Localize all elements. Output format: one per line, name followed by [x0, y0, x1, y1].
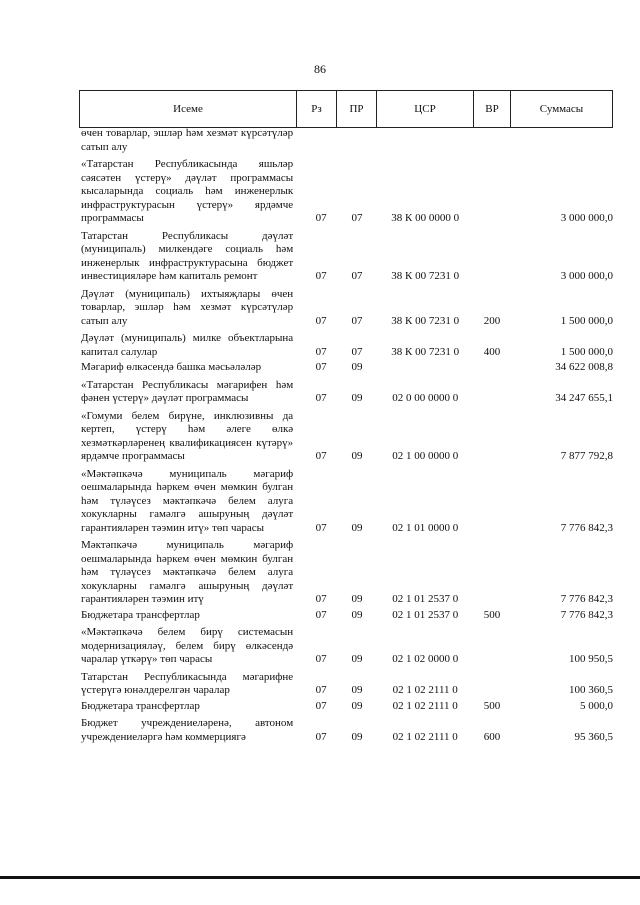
table-row — [79, 626, 613, 667]
row-name: «Мәктәпкәчә белем бирү системасын модернизацияләү, белем бирү өлкәсендә чаралар үткәрү» төп чарасы — [81, 626, 294, 665]
row-name: Мәктәпкәчә муниципаль мәгариф оешмаларында һәркем өчен мөмкин булган һәм түләүсез мәктәпкәчә белем алуга хокукларны гамәлгә ашыруның дәүләт гарантияләрен тәэмин итү — [81, 539, 294, 605]
header-csr: ЦСР — [377, 91, 474, 127]
table-row — [79, 379, 613, 406]
header-rz: Рз — [297, 91, 337, 127]
table-row — [79, 717, 613, 744]
row-rz: 07 — [315, 699, 327, 712]
row-pr: 07 — [351, 212, 363, 224]
row-sum: 5 000,0 — [580, 699, 613, 712]
row-csr: 02 1 02 2111 0 — [392, 684, 458, 696]
budget-table — [79, 90, 613, 744]
table-row — [79, 700, 613, 714]
row-csr: 02 0 00 0000 0 — [392, 392, 459, 404]
row-pr: 09 — [351, 730, 363, 743]
row-sum: 7 776 842,3 — [560, 593, 613, 605]
header-sum: Суммасы — [539, 103, 584, 115]
row-csr: 02 1 02 2111 0 — [392, 730, 458, 743]
row-rz: 07 — [315, 730, 327, 743]
table-row — [79, 230, 613, 284]
row-sum: 1 500 000,0 — [560, 345, 613, 358]
row-vr: 500 — [483, 699, 501, 712]
row-csr: 02 1 00 0000 0 — [392, 450, 459, 462]
row-pr: 09 — [351, 608, 363, 621]
table-row — [79, 127, 613, 154]
row-name: «Мәктәпкәчә муниципаль мәгариф оешмаларында һәркем өчен мөмкин булган һәм түләүсез мәктәпкәчә белем алуга хокукларны гамәлгә ашыруның дәүләт гарантияләрен тәэмин итү» төп чарасы — [81, 467, 294, 534]
row-csr: 02 1 02 2111 0 — [392, 699, 458, 712]
table-row — [79, 361, 613, 375]
row-pr: 09 — [351, 593, 363, 605]
row-csr: 02 1 01 2537 0 — [392, 593, 459, 605]
row-rz: 07 — [315, 450, 327, 462]
row-vr: 600 — [483, 730, 501, 743]
header-name: Исеме — [80, 91, 297, 127]
page-number: 86 — [314, 62, 326, 76]
row-name: Дәүләт (муниципаль) ихтыяҗлары өчен товарлар, эшләр һәм хезмәт күрсәтүләр сатып алу — [81, 287, 294, 327]
row-rz: 07 — [315, 270, 327, 282]
row-pr: 09 — [351, 653, 363, 665]
row-csr: 38 К 00 7231 0 — [391, 314, 460, 327]
table-row — [79, 288, 613, 329]
row-rz: 07 — [315, 212, 327, 224]
row-name: «Татарстан Республикасында яшьләр сәясәтен үстерү» дәүләт программасы кысаларында социаль һәм инженерлык инфраструктурасын үстерү» ярдәмче программасы — [81, 158, 294, 224]
row-name: Бюджетара трансфертлар — [81, 608, 200, 621]
row-sum: 3 000 000,0 — [560, 270, 613, 282]
row-vr: 400 — [483, 345, 501, 358]
row-sum: 100 360,5 — [569, 684, 613, 696]
row-sum: 34 622 008,8 — [555, 361, 613, 373]
row-rz: 07 — [315, 684, 327, 696]
row-pr: 09 — [351, 699, 363, 712]
row-rz: 07 — [315, 521, 327, 534]
row-pr: 09 — [351, 521, 363, 534]
row-name: Дәүләт (муниципаль) милке объектларына капитал салулар — [81, 332, 294, 358]
row-name: Бюджетара трансфертлар — [81, 699, 200, 712]
header-pr: ПР — [337, 91, 377, 127]
row-sum: 100 950,5 — [569, 653, 613, 665]
row-rz: 07 — [315, 361, 327, 373]
row-csr: 38 К 00 7231 0 — [391, 270, 460, 282]
row-sum: 7 877 792,8 — [560, 450, 613, 462]
row-pr: 09 — [351, 392, 363, 404]
row-rz: 07 — [315, 345, 327, 358]
row-name: Мәгариф өлкәсендә башка мәсьәләләр — [81, 361, 262, 373]
row-rz: 07 — [315, 593, 327, 605]
row-csr: 02 1 01 0000 0 — [392, 521, 459, 534]
row-name: Бюджет учреждениеләренә, автоном учреждениеләргә һәм коммерциягә — [81, 717, 294, 743]
row-pr: 07 — [351, 314, 363, 327]
row-csr: 02 1 02 0000 0 — [392, 653, 459, 665]
table-row — [79, 158, 613, 226]
row-pr: 09 — [351, 684, 363, 696]
row-csr: 38 К 00 7231 0 — [391, 345, 460, 358]
row-sum: 7 776 842,3 — [560, 608, 613, 621]
row-csr: 38 К 00 0000 0 — [391, 212, 460, 224]
scan-edge-bar — [0, 876, 640, 879]
row-sum: 1 500 000,0 — [560, 314, 613, 327]
row-vr: 200 — [483, 314, 501, 327]
row-sum: 95 360,5 — [574, 730, 613, 743]
row-pr: 07 — [351, 270, 363, 282]
table-row — [79, 410, 613, 464]
row-name: Татарстан Республикасы дәүләт (муниципаль) милкендәге социаль һәм инженерлык инфраструктурасына бюджет инвестицияләре һәм капиталь ремонт — [81, 229, 294, 282]
row-rz: 07 — [315, 653, 327, 665]
table-row — [79, 539, 613, 607]
row-sum: 34 247 655,1 — [555, 392, 613, 404]
row-rz: 07 — [315, 608, 327, 621]
row-name: «Гомуми белем бирүне, инклюзивны да кертеп, үстерү һәм әлеге өлкә хезмәткәрләренең квалификациясен күтәрү» ярдәмче программасы — [81, 409, 294, 462]
row-name: өчен товарлар, эшләр һәм хезмәт күрсәтүләр сатып алу — [81, 127, 294, 153]
header-vr: ВР — [474, 91, 511, 127]
row-vr: 500 — [483, 608, 501, 621]
table-row — [79, 609, 613, 623]
row-csr: 02 1 01 2537 0 — [392, 608, 459, 621]
row-pr: 09 — [351, 450, 363, 462]
row-sum: 7 776 842,3 — [560, 521, 613, 534]
table-row — [79, 671, 613, 698]
table-body — [79, 127, 613, 744]
row-name: «Татарстан Республикасы мәгарифен һәм фәнен үстерү» дәүләт программасы — [81, 378, 294, 404]
row-rz: 07 — [315, 392, 327, 404]
table-row — [79, 332, 613, 359]
table-row — [79, 468, 613, 536]
row-name: Татарстан Республикасында мәгарифне үстерүгә юнәлдерелгән чаралар — [81, 670, 294, 696]
table-header — [79, 90, 613, 128]
row-pr: 09 — [351, 361, 363, 373]
row-pr: 07 — [351, 345, 363, 358]
row-sum: 3 000 000,0 — [560, 212, 613, 224]
row-rz: 07 — [315, 314, 327, 327]
